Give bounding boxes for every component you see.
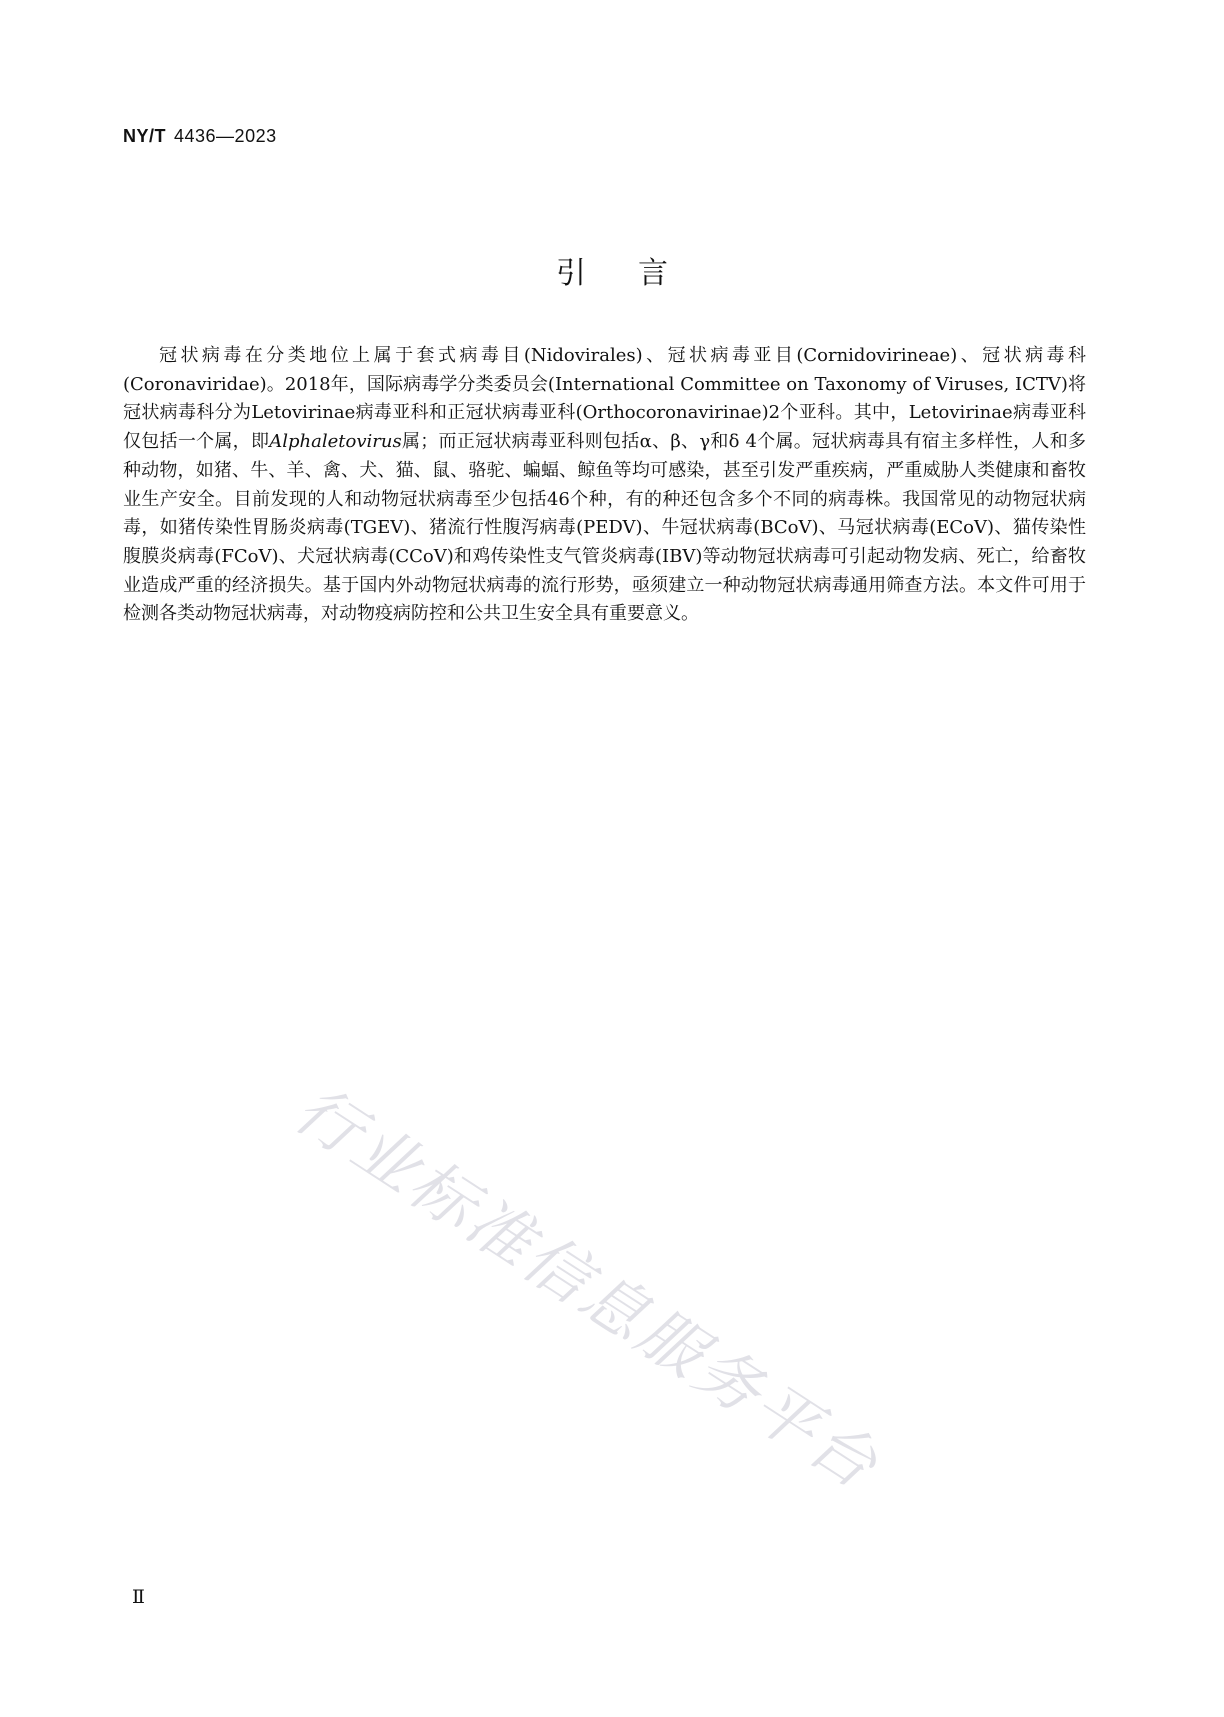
- standard-number: 4436—2023: [174, 126, 277, 146]
- watermark: 行业标准信息服务平台: [281, 1072, 893, 1505]
- page-title: 引言: [556, 256, 720, 291]
- introduction-paragraph: [123, 342, 1086, 629]
- paragraph-text-part1: 冠状病毒在分类地位上属于套式病毒目(Nidovirales)、冠状病毒亚目(Cornidovirineae)、冠状病毒科(Coronaviridae)。2018年，国际病毒学分类委员会(International Committee on Taxonomy of Viruses, ICTV)将冠状病毒科分为Letovirinae病毒亚科和正冠状病毒亚科(Orthocoronavirinae)2个亚科。其中，Letovirinae病毒亚科仅包括一个属，即: [123, 345, 1086, 453]
- standard-code: [123, 126, 277, 147]
- page-number: Ⅱ: [132, 1587, 145, 1608]
- standard-prefix: NY/T: [123, 126, 167, 146]
- paragraph-text-part2: 属；而正冠状病毒亚科则包括α、β、γ和δ 4个属。冠状病毒具有宿主多样性，人和多种动物，如猪、牛、羊、禽、犬、猫、鼠、骆驼、蝙蝠、鲸鱼等均可感染，甚至引发严重疾病，严重威胁人类健康和畜牧业生产安全。目前发现的人和动物冠状病毒至少包括46个种，有的种还包含多个不同的病毒株。我国常见的动物冠状病毒，如猪传染性胃肠炎病毒(TGEV)、猪流行性腹泻病毒(PEDV)、牛冠状病毒(BCoV)、马冠状病毒(ECoV)、猫传染性腹膜炎病毒(FCoV)、犬冠状病毒(CCoV)和鸡传染性支气管炎病毒(IBV)等动物冠状病毒可引起动物发病、死亡，给畜牧业造成严重的经济损失。基于国内外动物冠状病毒的流行形势，亟须建立一种动物冠状病毒通用筛查方法。本文件可用于检测各类动物冠状病毒，对动物疫病防控和公共卫生安全具有重要意义。: [123, 431, 1086, 625]
- genus-name: Alphaletovirus: [269, 431, 402, 453]
